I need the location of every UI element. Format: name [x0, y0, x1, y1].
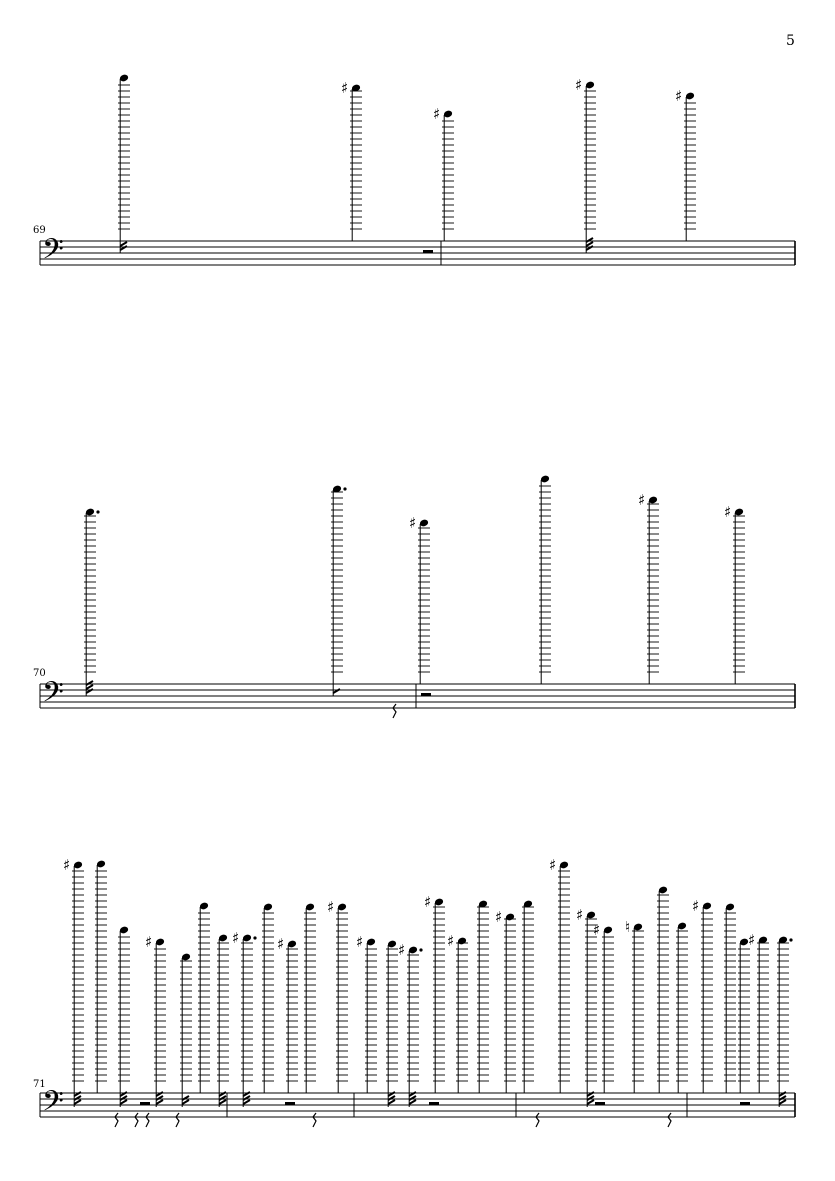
sharp-accidental: ♯	[675, 87, 683, 105]
rest-glyph	[135, 1113, 138, 1127]
sharp-accidental: ♯	[593, 921, 601, 939]
sharp-accidental: ♯	[447, 932, 455, 950]
rest-glyph	[146, 1113, 149, 1127]
rest-glyph	[536, 1113, 539, 1127]
augmentation-dot	[343, 487, 346, 490]
sharp-accidental: ♯	[398, 941, 406, 959]
augmentation-dot	[253, 936, 256, 939]
sharp-accidental: ♯	[549, 856, 557, 874]
half-rest	[740, 1102, 750, 1106]
sharp-accidental: ♯	[145, 933, 153, 951]
half-rest	[285, 1102, 295, 1106]
sharp-accidental: ♯	[232, 929, 240, 947]
rest-glyph	[115, 1113, 118, 1127]
augmentation-dot	[419, 948, 422, 951]
flag-stroke	[779, 1100, 786, 1104]
sharp-accidental: ♯	[356, 933, 364, 951]
flag-stroke	[86, 685, 93, 689]
half-rest	[421, 693, 431, 697]
augmentation-dot	[96, 510, 99, 513]
sharp-accidental: ♯	[341, 79, 349, 97]
measure-number: 69	[33, 225, 46, 236]
flag-stroke	[120, 1100, 127, 1104]
half-rest	[429, 1102, 439, 1106]
natural-accidental: ♮	[625, 918, 631, 936]
flag-stroke	[388, 1100, 395, 1104]
rest-glyph	[176, 1113, 179, 1127]
sharp-accidental: ♯	[638, 491, 646, 509]
sharp-accidental: ♯	[748, 931, 756, 949]
rest-glyph	[393, 704, 396, 718]
half-rest	[140, 1102, 150, 1106]
sharp-accidental: ♯	[424, 893, 432, 911]
sharp-accidental: ♯	[575, 76, 583, 94]
flag-stroke	[409, 1100, 416, 1104]
page-number: 5	[786, 33, 795, 49]
flag-stroke	[587, 1100, 594, 1104]
bass-clef-icon: 𝄢	[42, 676, 64, 716]
flag-stroke	[120, 242, 127, 246]
sharp-accidental: ♯	[724, 503, 732, 521]
measure-number: 71	[33, 1079, 46, 1090]
flag-stroke	[156, 1100, 163, 1104]
bass-clef-icon: 𝄢	[42, 1085, 64, 1125]
half-rest	[423, 250, 433, 254]
sharp-accidental: ♯	[576, 906, 584, 924]
measure-number: 70	[33, 668, 46, 679]
augmentation-dot	[789, 938, 792, 941]
sharp-accidental: ♯	[277, 935, 285, 953]
sharp-accidental: ♯	[495, 908, 503, 926]
flag-stroke	[586, 242, 593, 246]
bass-clef-icon: 𝄢	[42, 233, 64, 273]
flag-stroke	[182, 1100, 189, 1104]
rest-glyph	[668, 1113, 671, 1127]
half-rest	[595, 1102, 605, 1106]
flag-stroke	[243, 1100, 250, 1104]
sharp-accidental: ♯	[63, 856, 71, 874]
flag-stroke	[219, 1100, 226, 1104]
sharp-accidental: ♯	[433, 105, 441, 123]
flag-stroke	[74, 1100, 81, 1104]
sharp-accidental: ♯	[327, 898, 335, 916]
sharp-accidental: ♯	[692, 897, 700, 915]
sharp-accidental: ♯	[409, 514, 417, 532]
rest-glyph	[313, 1113, 316, 1127]
